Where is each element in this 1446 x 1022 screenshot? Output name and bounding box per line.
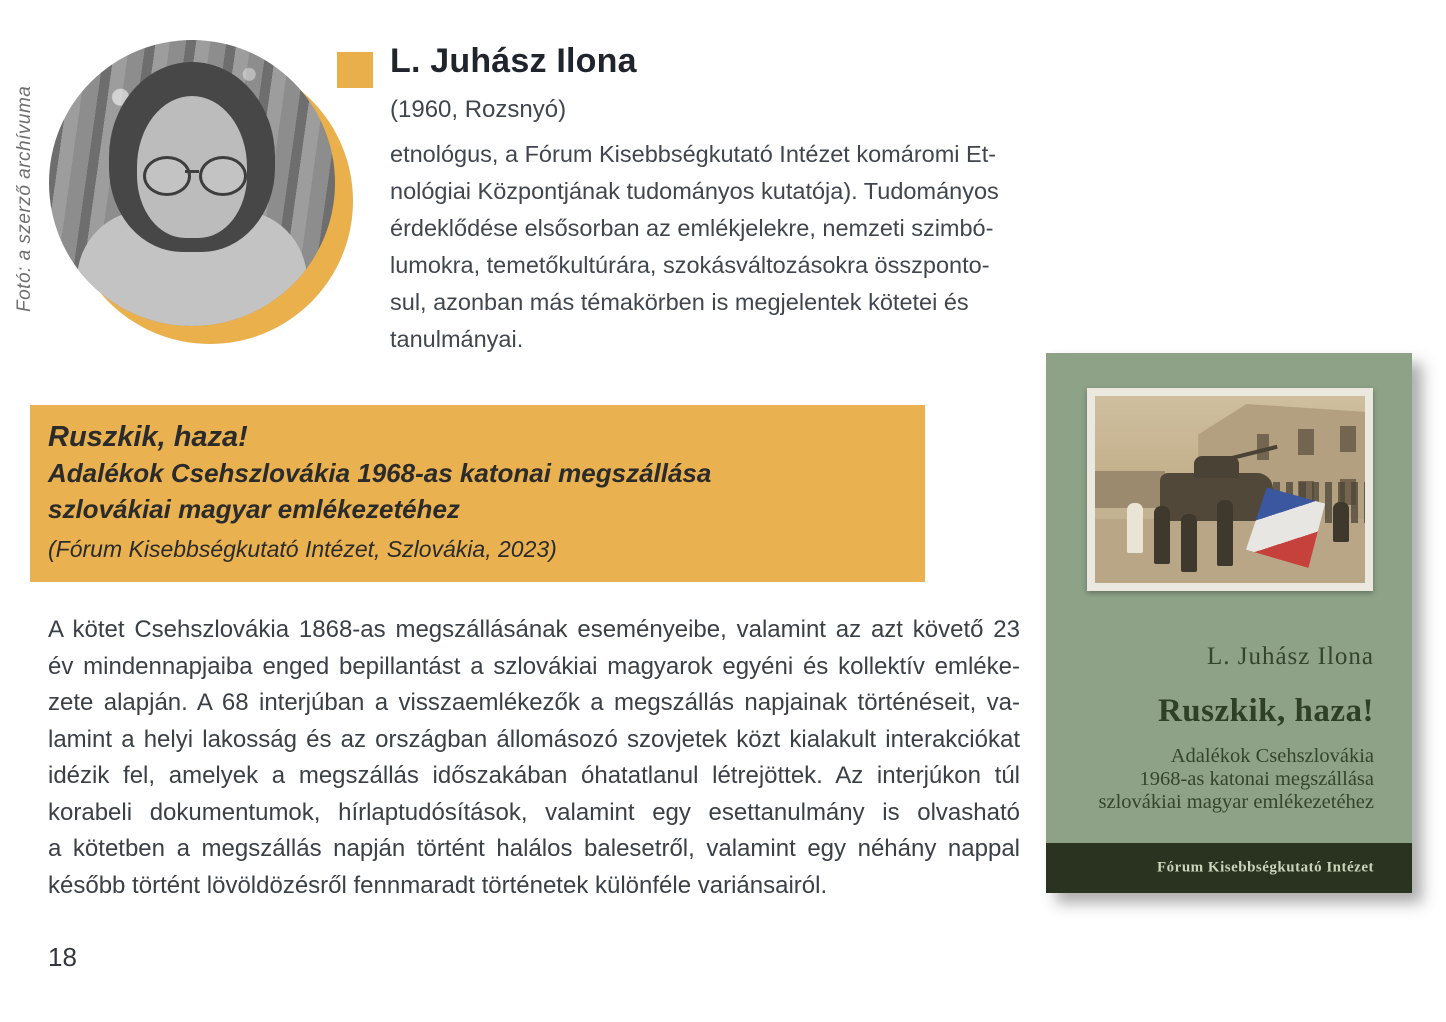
description-line: zete alapján. A 68 interjúban a visszaemlékezők a megszállás napjainak történéseit, va- — [48, 689, 1020, 716]
portrait-glasses-left — [143, 156, 191, 196]
bio-line: tanulmányai. — [390, 326, 524, 352]
cover-title: Ruszkik, haza! — [1157, 693, 1374, 729]
author-portrait — [49, 40, 353, 344]
cover-photo-building-left — [1095, 471, 1165, 508]
building-window — [1340, 426, 1356, 452]
book-imprint: (Fórum Kisebbségkutató Intézet, Szlovákia, 2023) — [48, 536, 557, 562]
bio-line: érdeklődése elsősorban az emlékjelekre, nemzeti szimbó- — [390, 215, 994, 241]
bio-line: nológiai Központjának tudományos kutatója). Tudományos — [390, 178, 999, 204]
book-description — [48, 612, 1020, 904]
description-line: később történt lövöldözésről fennmaradt történetek különféle variánsairól. — [48, 871, 828, 899]
description-line: korabeli dokumentumok, hírlaptudósítások, valamint egy esettanulmány is olvasható — [48, 798, 1020, 826]
cover-subtitle-line: 1968-as katonai megszállása — [1139, 768, 1374, 790]
cover-author-name: L. Juhász Ilona — [1206, 643, 1374, 670]
author-bio — [390, 136, 1035, 358]
book-cover — [1046, 353, 1412, 893]
cover-photo-figure — [1127, 503, 1143, 553]
portrait-glasses-right — [199, 156, 247, 196]
cover-photo-figure — [1181, 514, 1197, 572]
book-subtitle-line: Adalékok Csehszlovákia 1968-as katonai megszállása — [48, 458, 712, 488]
cover-subtitle-line: szlovákiai magyar emlékezetéhez — [1098, 791, 1374, 813]
cover-publisher-band — [1046, 843, 1412, 893]
yellow-square-bullet — [337, 52, 373, 88]
building-window — [1298, 429, 1314, 455]
cover-photo-figure — [1217, 500, 1233, 566]
bio-line: etnológus, a Fórum Kisebbségkutató Intézet komáromi Et- — [390, 141, 997, 167]
description-line: a kötetben a megszállás napján történt halálos balesetről, valamint egy néhány nappal — [48, 835, 1020, 862]
author-birth-info: (1960, Rozsnyó) — [390, 96, 567, 123]
author-photo — [49, 40, 335, 326]
bio-line: lumokra, temetőkultúrára, szokásváltozásokra összponto- — [390, 252, 990, 278]
description-line: év mindennapjaiba enged bepillantást a szlovákiai magyarok egyéni és kollektív emléke- — [48, 652, 1020, 680]
cover-publisher-name: Fórum Kisebbségkutató Intézet — [1157, 859, 1374, 876]
cover-subtitle-line: Adalékok Csehszlovákia — [1170, 745, 1374, 767]
book-subtitle-line: szlovákiai magyar emlékezetéhez — [48, 494, 460, 524]
portrait-glasses-bridge — [185, 170, 199, 173]
bio-line: sul, azonban más témakörben is megjelentek kötetei és — [390, 289, 969, 315]
book-title-block — [30, 405, 925, 582]
description-line: lamint a helyi lakosság és az országban állomásozó szovjetek közt kialakult interakciókat — [48, 725, 1020, 753]
author-name: L. Juhász Ilona — [390, 42, 637, 80]
cover-subtitle — [1099, 745, 1374, 814]
cover-photo-frame — [1087, 388, 1373, 591]
book-title: Ruszkik, haza! — [48, 421, 248, 453]
cover-photo-figure — [1333, 502, 1349, 542]
book-subtitle — [48, 455, 905, 527]
page-number: 18 — [48, 942, 77, 972]
cover-photo — [1095, 396, 1365, 583]
cover-photo-figure — [1154, 506, 1170, 564]
description-line: idézik fel, amelyek a megszállás időszakában óhatatlanul létrejöttek. Az interjúkon túl — [48, 762, 1020, 789]
photo-credit-caption: Fotó: a szerző archívuma — [14, 85, 35, 312]
description-line: A kötet Csehszlovákia 1868-as megszállásának eseményeibe, valamint az azt követő 23 — [48, 616, 1020, 643]
